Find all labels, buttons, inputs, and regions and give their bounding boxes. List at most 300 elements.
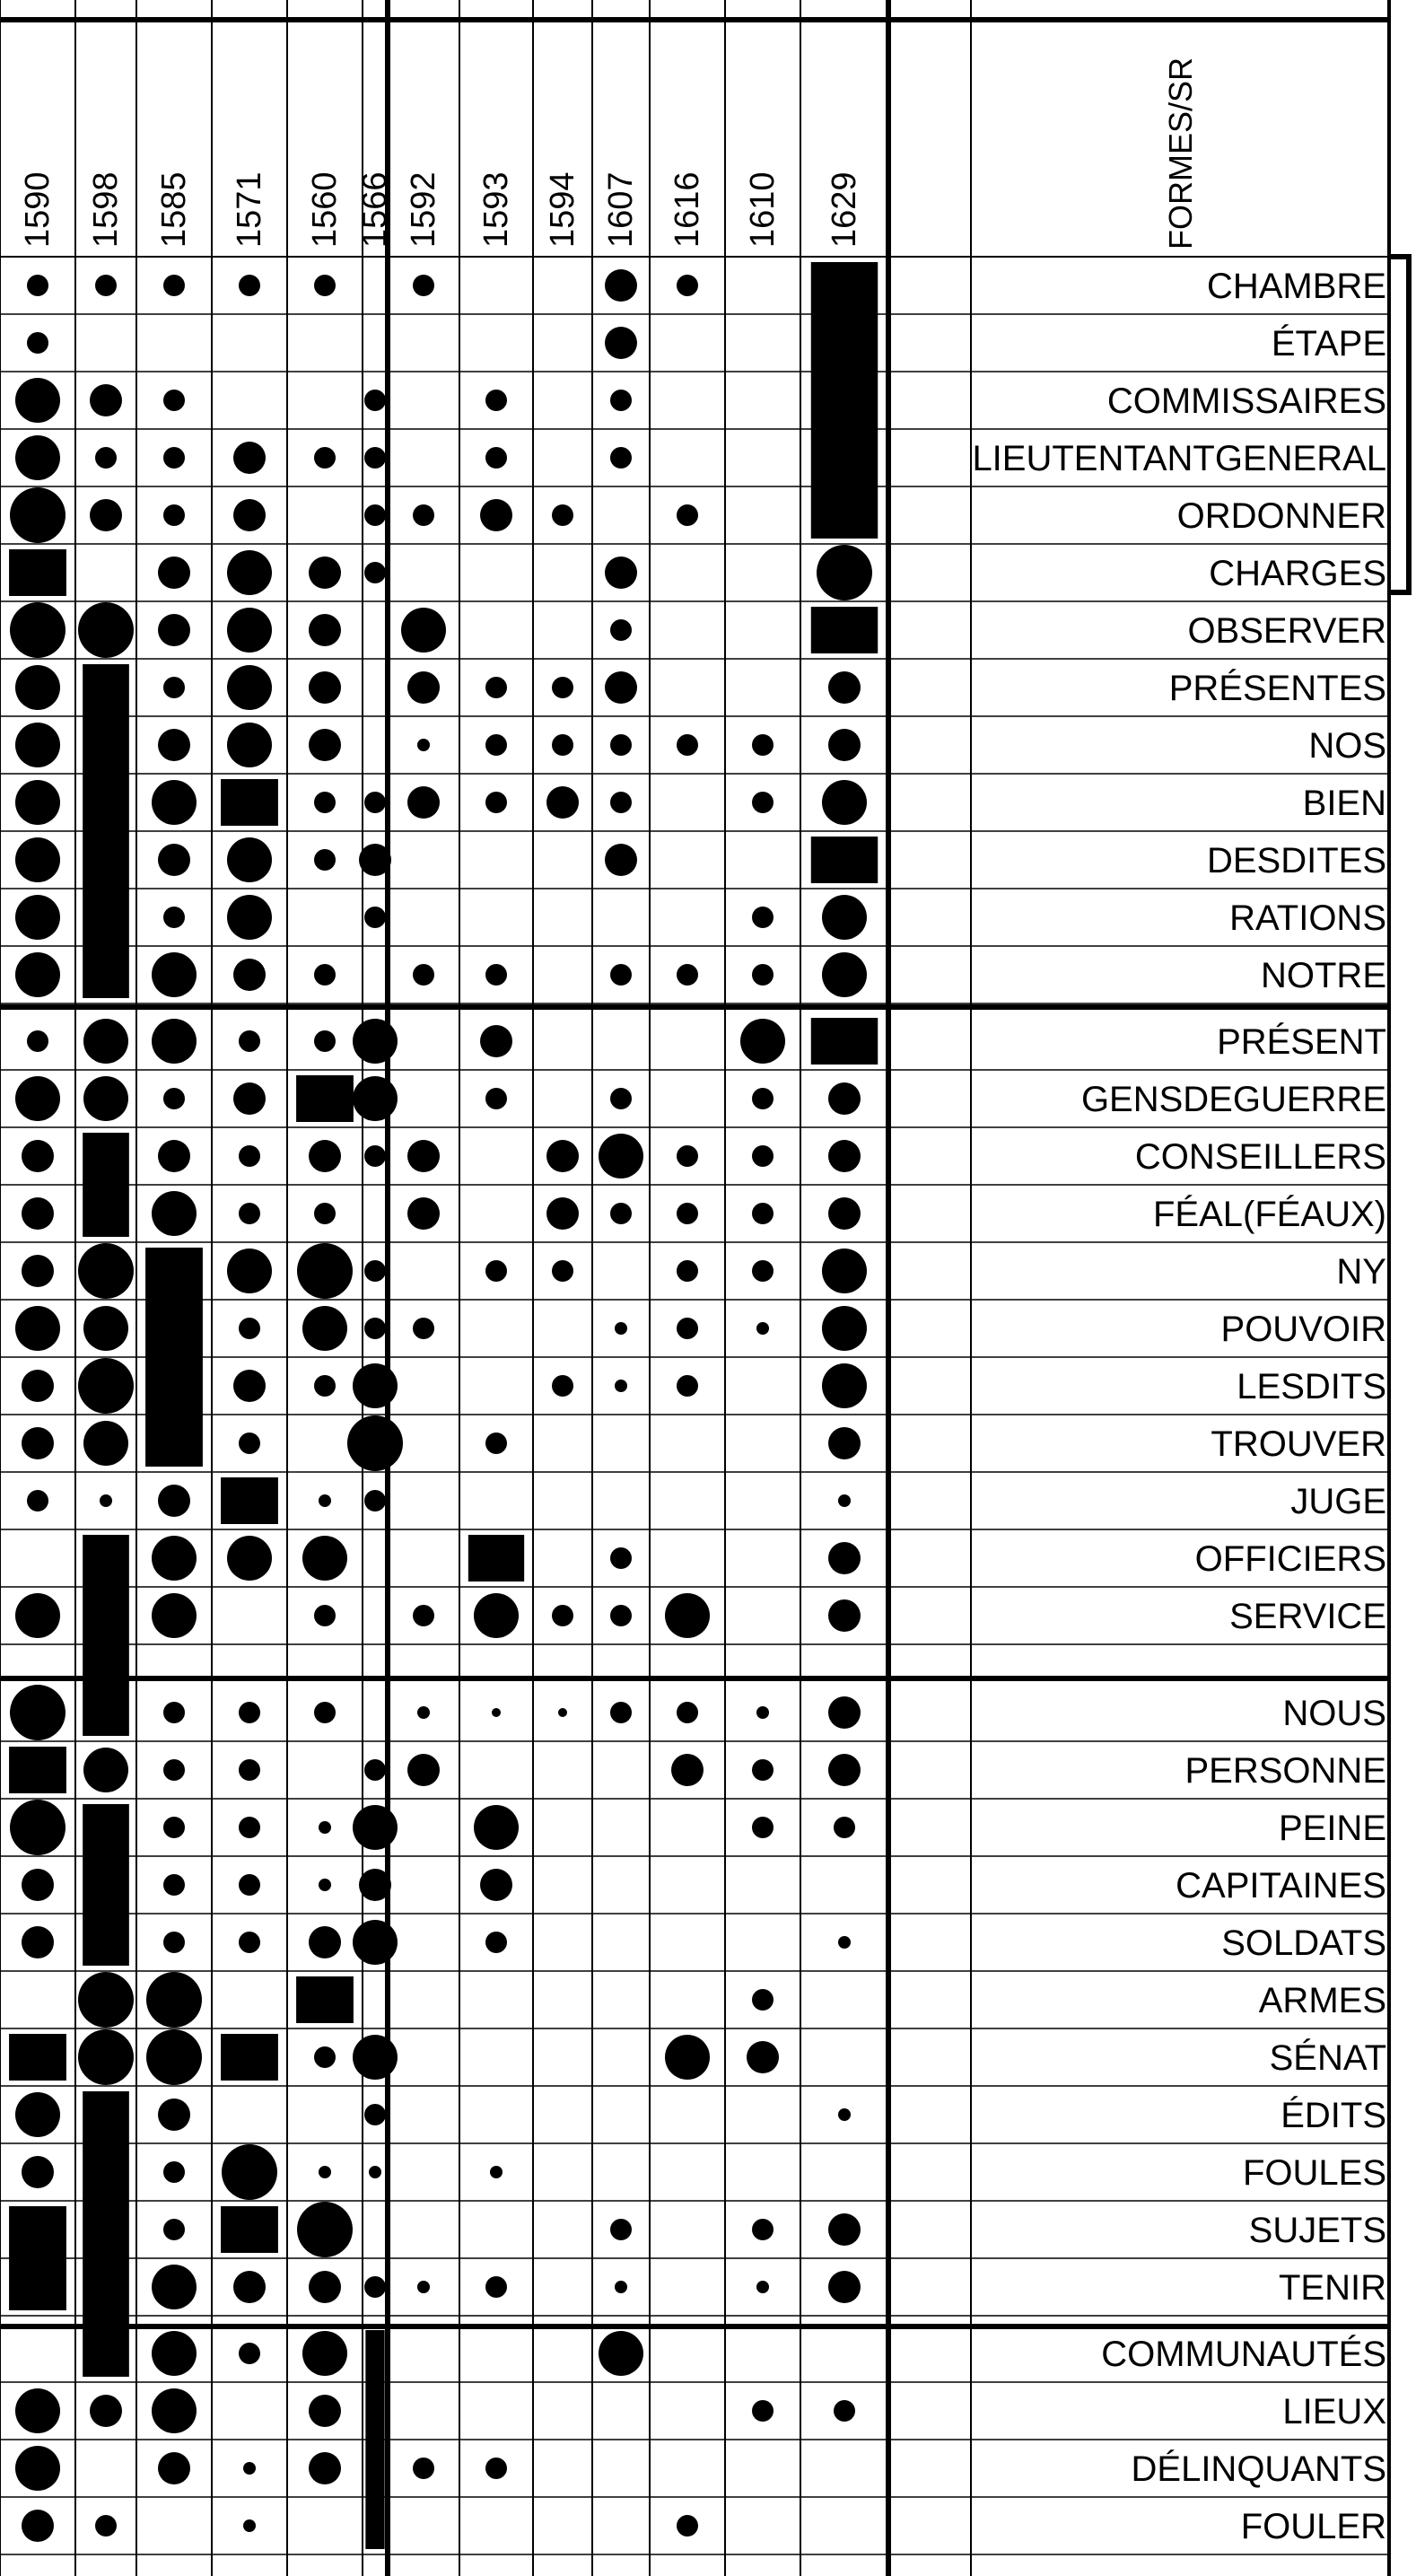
specificity-dot (610, 792, 632, 813)
specificity-dot (158, 2452, 190, 2484)
specificity-dot (27, 275, 48, 296)
specificity-dot (152, 2388, 197, 2433)
specificity-dot (152, 1593, 197, 1638)
specificity-dot (401, 608, 446, 653)
specificity-dot (233, 1082, 266, 1115)
row-label: NY (1336, 1252, 1386, 1292)
row-label: FÉAL(FÉAUX) (1152, 1195, 1386, 1234)
specificity-dot (677, 1702, 698, 1723)
specificity-dot (413, 275, 434, 296)
specificity-dot (239, 1759, 260, 1781)
row-label: NOS (1308, 726, 1386, 766)
specificity-block (9, 1747, 66, 1793)
specificity-dot (677, 504, 698, 526)
specificity-dot (485, 2458, 507, 2479)
specificity-dot (163, 1759, 185, 1781)
specificity-dot (83, 1748, 128, 1792)
specificity-dot (752, 1817, 774, 1838)
row-label: NOTRE (1261, 956, 1386, 995)
specificity-dot (163, 1932, 185, 1953)
specificity-dot (319, 2166, 331, 2178)
specificity-dot (752, 792, 774, 813)
row-label: PRÉSENT (1217, 1022, 1386, 1062)
specificity-dot (822, 1249, 867, 1293)
formes-header: FORMES/SR (1162, 57, 1199, 250)
specificity-dot (22, 1255, 54, 1287)
specificity-dot (677, 1318, 698, 1339)
specificity-dot (605, 327, 637, 359)
specificity-dot (319, 1821, 331, 1834)
specificity-dot (552, 677, 573, 698)
specificity-dot (15, 952, 60, 997)
row-label: PRÉSENTES (1168, 669, 1386, 708)
specificity-dot (239, 2343, 260, 2364)
specificity-block (811, 607, 878, 653)
specificity-dot (677, 2515, 698, 2537)
specificity-dot (752, 734, 774, 756)
specificity-dot (15, 2388, 60, 2433)
specificity-dot (610, 1203, 632, 1224)
row-label: LESDITS (1237, 1367, 1386, 1406)
row-label: COMMUNAUTÉS (1101, 2335, 1386, 2374)
specificity-dot (163, 275, 185, 296)
specificity-dot (485, 447, 507, 469)
specificity-dot (309, 729, 341, 761)
specificity-dot (239, 1030, 260, 1052)
specificity-dot (610, 619, 632, 641)
specificity-dot (752, 1759, 774, 1781)
specificity-dot (605, 671, 637, 704)
specificity-dot (297, 1243, 353, 1299)
specificity-dot (364, 2276, 386, 2298)
specificity-dot (558, 1708, 567, 1717)
year-label: 1607 (602, 171, 640, 248)
specificity-dot (309, 556, 341, 589)
specificity-dot (485, 1932, 507, 1953)
specificity-dot (599, 1134, 643, 1178)
specificity-dot (364, 562, 386, 583)
year-label: 1594 (544, 171, 581, 248)
specificity-dot (552, 504, 573, 526)
specificity-dot (485, 1088, 507, 1109)
specificity-dot (364, 1145, 386, 1167)
specificity-dot (302, 2331, 347, 2376)
specificity-dot (314, 1702, 336, 1723)
specificity-dot (83, 1076, 128, 1121)
specificity-dot (227, 895, 272, 940)
specificity-dot (752, 907, 774, 928)
specificity-dot (309, 671, 341, 704)
specificity-dot (163, 390, 185, 411)
specificity-dot (413, 504, 434, 526)
specificity-dot (353, 2035, 398, 2080)
specificity-dot (15, 780, 60, 825)
specificity-dot (822, 952, 867, 997)
specificity-dot (163, 907, 185, 928)
row-label: LIEUX (1282, 2392, 1386, 2431)
specificity-dot (599, 2331, 643, 2376)
specificity-dot (100, 1494, 112, 1507)
specificity-dot (95, 2515, 117, 2537)
specificity-dot (163, 1817, 185, 1838)
row-label: CAPITAINES (1176, 1866, 1386, 1906)
specificity-block (221, 2206, 278, 2253)
specificity-dot (838, 2108, 851, 2121)
specificity-dot (369, 2166, 381, 2178)
first-group-bracket (1389, 257, 1409, 592)
specificity-dot (239, 1817, 260, 1838)
specificity-dot (485, 792, 507, 813)
specificity-block (468, 1535, 524, 1582)
specificity-dot (752, 1145, 774, 1167)
specificity-dot (233, 1370, 266, 1402)
specificity-dot (480, 1025, 512, 1057)
year-label: 1585 (155, 171, 193, 248)
specificity-dot (828, 729, 861, 761)
year-label: 1598 (87, 171, 125, 248)
specificity-dot (22, 2510, 54, 2542)
specificity-dot (10, 602, 66, 658)
specificity-dot (158, 1140, 190, 1172)
row-label: SÉNAT (1269, 2038, 1386, 2078)
specificity-dot (90, 384, 122, 416)
specificity-dot (163, 447, 185, 469)
specificity-dot (243, 2462, 256, 2475)
specificity-dot (677, 964, 698, 986)
specificity-dot (15, 1306, 60, 1351)
row-label: RATIONS (1229, 898, 1386, 938)
specificity-dot (227, 550, 272, 595)
specificity-dot (309, 2271, 341, 2303)
specificity-dot (163, 1874, 185, 1896)
specificity-dot (309, 1140, 341, 1172)
specificity-dot (610, 2219, 632, 2240)
specificity-dot (90, 499, 122, 531)
specificity-dot (552, 1260, 573, 1282)
specificity-dot (22, 2156, 54, 2188)
specificity-dot (10, 1685, 66, 1740)
specificity-dot (78, 1243, 134, 1299)
specificity-dot (227, 608, 272, 653)
specificity-block (83, 1133, 129, 1237)
year-label: 1616 (669, 171, 706, 248)
specificity-dot (158, 614, 190, 646)
specificity-dot (239, 1932, 260, 1953)
specificity-dot (239, 1433, 260, 1454)
specificity-dot (834, 2400, 855, 2422)
row-label: SERVICE (1229, 1597, 1386, 1636)
specificity-dot (828, 671, 861, 704)
specificity-dot (15, 2092, 60, 2137)
row-label: ÉTAPE (1271, 324, 1386, 364)
specificity-dot (610, 1547, 632, 1569)
specificity-dot (233, 959, 266, 991)
specificity-dot (417, 739, 430, 751)
specificity-dot (146, 1972, 202, 2028)
specificity-dot (158, 844, 190, 876)
specificity-dot (417, 1706, 430, 1719)
specificity-dot (671, 1754, 704, 1786)
specificity-dot (90, 2395, 122, 2427)
specificity-dot (302, 1306, 347, 1351)
specificity-dot (610, 734, 632, 756)
specificity-dot (756, 2281, 769, 2293)
specificity-dot (95, 275, 117, 296)
specificity-dot (15, 1076, 60, 1121)
specificity-dot (610, 1088, 632, 1109)
row-label: GENSDEGUERRE (1080, 1080, 1386, 1119)
specificity-dot (665, 2035, 710, 2080)
specificity-dot (359, 844, 391, 876)
specificity-block (811, 837, 878, 883)
year-label: 1610 (744, 171, 782, 248)
specificity-dot (27, 332, 48, 354)
specificity-dot (413, 964, 434, 986)
year-label: 1571 (231, 171, 268, 248)
specificity-dot (319, 1494, 331, 1507)
specificity-dot (610, 964, 632, 986)
specificity-dot (485, 734, 507, 756)
specificity-dot (163, 677, 185, 698)
specificity-dot (822, 1306, 867, 1351)
specificity-dot (546, 1197, 579, 1230)
specificity-dot (309, 2395, 341, 2427)
specificity-dot (239, 1318, 260, 1339)
year-label: 1593 (477, 171, 515, 248)
specificity-dot (828, 2271, 861, 2303)
specificity-dot (15, 2446, 60, 2491)
specificity-dot (834, 1817, 855, 1838)
specificity-dot (83, 1019, 128, 1064)
specificity-dot (474, 1805, 519, 1850)
specificity-dot (485, 2276, 507, 2298)
specificity-dot (22, 1869, 54, 1901)
specificity-block (9, 2206, 66, 2310)
specificity-dot (364, 792, 386, 813)
specificity-dot (364, 1260, 386, 1282)
specificity-dot (152, 952, 197, 997)
specificity-dot (239, 1702, 260, 1723)
specificity-dot (314, 1203, 336, 1224)
row-label: ARMES (1258, 1981, 1386, 2020)
specificity-dot (752, 1989, 774, 2011)
specificity-dot (485, 1433, 507, 1454)
specificity-dot (677, 1203, 698, 1224)
specificity-dot (297, 2202, 353, 2257)
specificity-dot (314, 275, 336, 296)
specificity-dot (163, 1088, 185, 1109)
specificity-dot (22, 1197, 54, 1230)
specificity-dot (163, 2219, 185, 2240)
specificity-dot (353, 1363, 398, 1408)
specificity-dot (227, 837, 272, 882)
specificity-dot (314, 964, 336, 986)
row-label: CONSEILLERS (1134, 1137, 1386, 1177)
specificity-dot (152, 780, 197, 825)
specificity-dot (309, 614, 341, 646)
specificity-dot (314, 1605, 336, 1626)
year-label: 1560 (306, 171, 344, 248)
specificity-dot (752, 2400, 774, 2422)
specificity-dot (239, 275, 260, 296)
specificity-dot (417, 2281, 430, 2293)
year-label: 1592 (405, 171, 442, 248)
specificity-block (83, 664, 129, 998)
row-label: BIEN (1302, 784, 1386, 823)
specificity-dot (828, 1140, 861, 1172)
specificity-block (221, 2034, 278, 2081)
year-label: 1590 (19, 171, 57, 248)
specificity-dot (78, 2029, 134, 2085)
specificity-dot (22, 1140, 54, 1172)
specificity-dot (828, 1197, 861, 1230)
specificity-dot (610, 447, 632, 469)
specificity-dot (15, 837, 60, 882)
specificity-dot (152, 1191, 197, 1236)
specificity-dot (10, 1800, 66, 1855)
specificity-block (221, 1477, 278, 1524)
specificity-dot (605, 556, 637, 589)
row-label: PEINE (1278, 1809, 1386, 1848)
specificity-dot (78, 1972, 134, 2028)
specificity-dot (756, 1322, 769, 1335)
row-label: SOLDATS (1221, 1923, 1386, 1963)
row-label: LIEUTENTANTGENERAL (972, 439, 1386, 478)
specificity-dot (828, 1082, 861, 1115)
specificity-dot (314, 2046, 336, 2068)
specificity-dot (10, 487, 66, 543)
specificity-dot (364, 907, 386, 928)
specificity-dot (677, 734, 698, 756)
specificity-dot (239, 1203, 260, 1224)
specificity-dot (227, 1249, 272, 1293)
specificity-dot (828, 1542, 861, 1574)
specificity-dot (828, 2213, 861, 2246)
row-label: PERSONNE (1184, 1751, 1386, 1791)
row-label: CHARGES (1209, 554, 1386, 593)
specificity-dot (407, 1754, 440, 1786)
specificity-dot (239, 1874, 260, 1896)
specificity-dot (15, 665, 60, 710)
specificity-block (296, 1976, 354, 2023)
specificity-dot (828, 1599, 861, 1632)
specificity-dot (490, 2166, 503, 2178)
specificity-dot (747, 2041, 779, 2073)
specificity-dot (353, 1019, 398, 1064)
specificity-block (296, 1075, 354, 1122)
specificity-dot (227, 665, 272, 710)
specificity-dot (407, 671, 440, 704)
specificity-dot (314, 849, 336, 871)
specificity-dot (615, 1322, 627, 1335)
specificity-dot (485, 677, 507, 698)
specificity-dot (319, 1879, 331, 1891)
specificity-dot (163, 2161, 185, 2183)
specificity-dot (163, 1702, 185, 1723)
specificity-dot (480, 499, 512, 531)
row-label: JUGE (1290, 1482, 1386, 1521)
specificity-dot (302, 1536, 347, 1581)
specificity-dot (828, 1696, 861, 1729)
row-label: OBSERVER (1187, 611, 1386, 651)
specificity-block (9, 2034, 66, 2081)
specificity-dot (309, 2452, 341, 2484)
specificity-dot (22, 1427, 54, 1459)
specificity-dot (822, 780, 867, 825)
specificity-dot (474, 1593, 519, 1638)
specificity-dot (610, 390, 632, 411)
specificity-dot (756, 1706, 769, 1719)
row-label: DÉLINQUANTS (1131, 2449, 1386, 2489)
specificity-dot (552, 1375, 573, 1397)
specificity-dot (665, 1593, 710, 1638)
specificity-dot (407, 1197, 440, 1230)
specificity-dot (353, 1076, 398, 1121)
specificity-dot (822, 1363, 867, 1408)
specificity-dot (15, 723, 60, 767)
row-label: FOULER (1240, 2507, 1386, 2546)
row-label: NOUS (1282, 1694, 1386, 1733)
specificity-dot (22, 1926, 54, 1958)
specificity-block (83, 1535, 129, 1736)
specificity-dot (152, 1019, 197, 1064)
specificity-dot (78, 602, 134, 658)
specificity-dot (364, 390, 386, 411)
specificity-dot (314, 1375, 336, 1397)
specificity-dot (353, 1805, 398, 1850)
specificity-dot (407, 1140, 440, 1172)
specificity-dot (359, 1869, 391, 1901)
specificity-dot (222, 2144, 277, 2200)
specificity-dot (492, 1708, 501, 1717)
specificity-dot (233, 499, 266, 531)
specificity-dot (364, 2104, 386, 2125)
specificity-dot (95, 447, 117, 469)
specificity-dot (83, 1421, 128, 1466)
specificity-dot (314, 1030, 336, 1052)
specificity-dot (615, 2281, 627, 2293)
specificity-dot (752, 1203, 774, 1224)
specificity-dot (677, 1375, 698, 1397)
specificity-dot (152, 1536, 197, 1581)
specificity-block (221, 779, 278, 826)
row-label: SUJETS (1248, 2211, 1386, 2250)
specificity-block (811, 1018, 878, 1065)
specificity-dot (158, 556, 190, 589)
specificity-dot (407, 786, 440, 819)
specificity-dot (413, 1605, 434, 1626)
specificity-dot (152, 2331, 197, 2376)
specificity-dot (27, 1030, 48, 1052)
specificity-dot (364, 504, 386, 526)
specificity-dot (605, 269, 637, 302)
specificity-block (365, 2330, 384, 2549)
specificity-dot (485, 964, 507, 986)
specificity-dot (15, 435, 60, 480)
specificity-dot (838, 1936, 851, 1949)
specificity-dot (838, 1494, 851, 1507)
specificity-dot (485, 390, 507, 411)
specificity-dot (146, 2029, 202, 2085)
specificity-dot (485, 1260, 507, 1282)
specificity-dot (817, 545, 872, 600)
specificity-block (145, 1248, 203, 1467)
specificity-dot (163, 504, 185, 526)
specificity-dot (364, 1318, 386, 1339)
specificity-dot (740, 1019, 785, 1064)
specificity-dot (677, 275, 698, 296)
specificity-dot (158, 1485, 190, 1517)
